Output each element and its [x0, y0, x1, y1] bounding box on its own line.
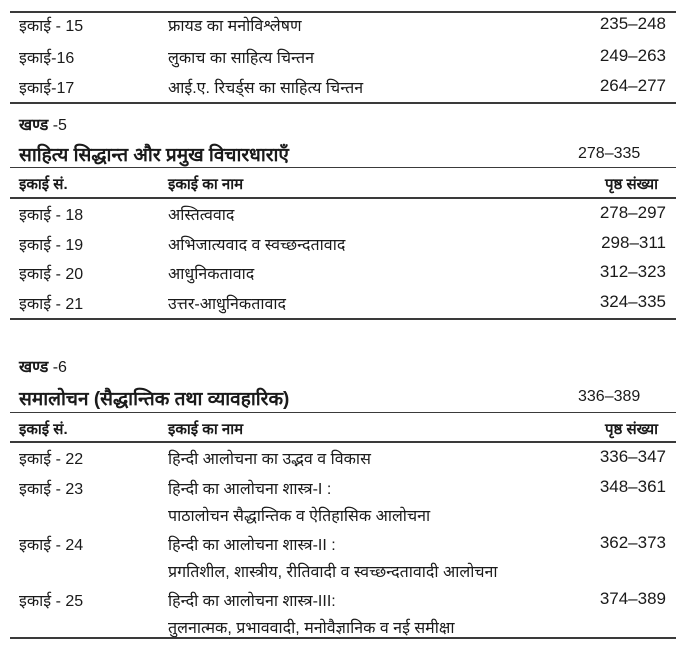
header-page-number: पृष्ठ संख्या [604, 421, 658, 438]
header-top-rule [10, 412, 676, 413]
khand-label: खण्ड [19, 117, 49, 134]
unit-name: हिन्दी का आलोचना शास्त्र-I : [168, 481, 332, 498]
unit-number: इकाई - 21 [19, 296, 84, 313]
unit-name: अस्तित्ववाद [168, 207, 235, 224]
unit-subname: तुलनात्मक, प्रभाववादी, मनोवैज्ञानिक व नई समीक्षा [168, 620, 455, 637]
section-label [19, 113, 67, 135]
page-range: 348–361 [599, 477, 666, 496]
table-row [0, 262, 682, 288]
table-row-continuation [0, 504, 682, 530]
table-bottom-rule [10, 318, 676, 320]
header-unit-name: इकाई का नाम [168, 421, 244, 438]
unit-name: आधुनिकतावाद [168, 266, 255, 283]
unit-number: इकाई - 19 [19, 237, 84, 254]
unit-number: इकाई - 23 [19, 481, 84, 498]
page-range: 264–277 [599, 76, 666, 95]
unit-name: लुकाच का साहित्य चिन्तन [168, 50, 314, 67]
table-row [0, 447, 682, 473]
table-row [0, 589, 682, 615]
page-range: 336–347 [599, 447, 666, 466]
page-range: 298–311 [601, 233, 666, 252]
header-top-rule [10, 167, 676, 168]
page-range: 235–248 [599, 14, 666, 33]
section-page-range: 336–389 [578, 388, 641, 405]
page-range: 374–389 [599, 589, 666, 608]
unit-name: उत्तर-आधुनिकतावाद [168, 296, 287, 313]
page-range: 324–335 [599, 292, 666, 311]
section-title: समालोचन (सैद्धान्तिक तथा व्यावहारिक) [19, 389, 290, 410]
unit-name: हिन्दी का आलोचना शास्त्र-II : [168, 537, 336, 554]
khand-number: -5 [52, 117, 67, 134]
unit-number: इकाई - 18 [19, 207, 84, 224]
page-range: 278–297 [599, 203, 666, 222]
unit-name: हिन्दी आलोचना का उद्भव व विकास [168, 451, 371, 468]
unit-number: इकाई - 22 [19, 451, 84, 468]
table-row [0, 233, 682, 259]
table-row [0, 14, 682, 40]
unit-subname: पाठालोचन सैद्धान्तिक व ऐतिहासिक आलोचना [168, 508, 431, 525]
unit-number: इकाई - 20 [19, 266, 84, 283]
table-top-rule [10, 11, 676, 13]
unit-number: इकाई - 25 [19, 593, 84, 610]
header-unit-name: इकाई का नाम [168, 176, 244, 193]
unit-number: इकाई - 15 [19, 18, 84, 35]
unit-name: फ्रायड का मनोविश्लेषण [168, 18, 302, 35]
table-row [0, 292, 682, 318]
unit-name: हिन्दी का आलोचना शास्त्र-III: [168, 593, 336, 610]
page-range: 362–373 [599, 533, 666, 552]
table-row [0, 477, 682, 503]
table-row-continuation [0, 560, 682, 586]
unit-number: इकाई-16 [19, 50, 75, 67]
page-range: 312–323 [599, 262, 666, 281]
section-label [19, 355, 67, 377]
unit-name: आई.ए. रिचर्ड्स का साहित्य चिन्तन [168, 80, 364, 97]
unit-subname: प्रगतिशील, शास्त्रीय, रीतिवादी व स्वच्छन्दतावादी आलोचना [168, 564, 498, 581]
page-range: 249–263 [599, 46, 666, 65]
header-page-number: पृष्ठ संख्या [604, 176, 658, 193]
unit-number: इकाई-17 [19, 80, 75, 97]
khand-number: -6 [52, 359, 67, 376]
table-row [0, 76, 682, 102]
header-unit-number: इकाई सं. [19, 176, 68, 193]
section-page-range: 278–335 [578, 145, 641, 162]
table-row [0, 46, 682, 72]
unit-number: इकाई - 24 [19, 537, 84, 554]
header-unit-number: इकाई सं. [19, 421, 68, 438]
table-bottom-rule [10, 102, 676, 104]
header-bottom-rule [10, 441, 676, 443]
table-row [0, 533, 682, 559]
unit-name: अभिजात्यवाद व स्वच्छन्दतावाद [168, 237, 346, 254]
table-bottom-rule [10, 637, 676, 639]
section-title: साहित्य सिद्धान्त और प्रमुख विचारधाराएँ [19, 145, 289, 166]
table-row [0, 203, 682, 229]
header-bottom-rule [10, 197, 676, 199]
khand-label: खण्ड [19, 359, 49, 376]
